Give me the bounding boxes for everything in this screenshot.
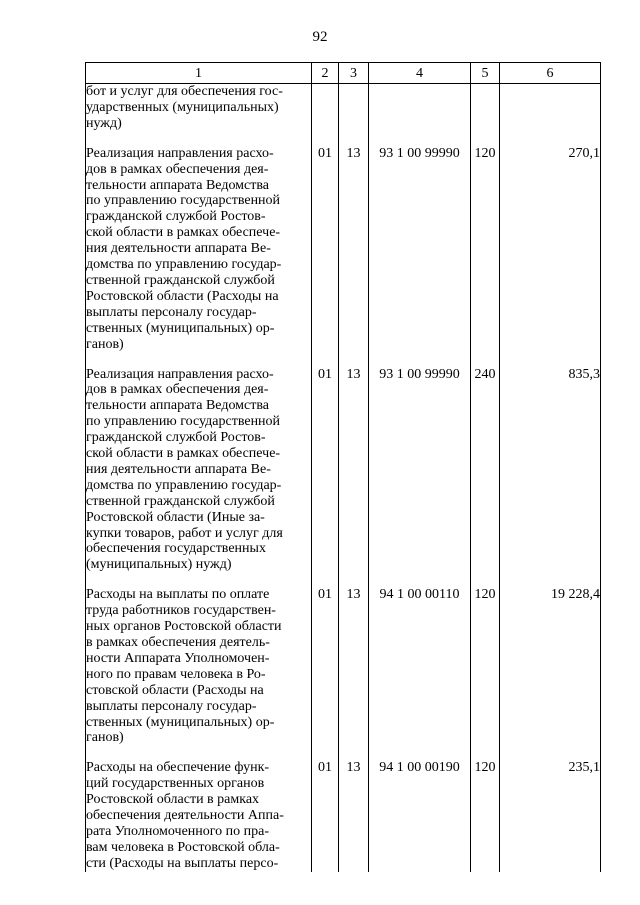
description-line: ской области в рамках обеспече- bbox=[86, 225, 281, 241]
description-line: труда работников государствен- bbox=[86, 603, 276, 619]
section-code: 01 bbox=[312, 746, 339, 871]
description-line: ударственных (муниципальных) bbox=[86, 99, 279, 115]
column-header-4: 4 bbox=[369, 63, 471, 84]
description-line: купки товаров, работ и услуг для bbox=[86, 525, 283, 541]
description-line: ния деятельности аппарата Ве- bbox=[86, 241, 271, 257]
subsection-code: 13 bbox=[339, 746, 369, 871]
description-line: домства по управлению государ- bbox=[86, 257, 282, 273]
description-line: тельности аппарата Ведомства bbox=[86, 177, 270, 193]
amount-value: 19 228,4 bbox=[500, 573, 601, 746]
subsection-code: 13 bbox=[339, 573, 369, 746]
table-row bbox=[86, 84, 601, 132]
description-line: гражданской службой Ростов- bbox=[86, 430, 266, 446]
description-line: дов в рамках обеспечения дея- bbox=[86, 161, 269, 177]
description-line: сти (Расходы на выплаты персо- bbox=[86, 855, 279, 871]
description-line: ственных (муниципальных) ор- bbox=[86, 714, 275, 730]
description-line: Расходы на обеспечение функ- bbox=[86, 760, 270, 776]
description-line: нужд) bbox=[86, 115, 122, 131]
description-line: Ростовской области (Иные за- bbox=[86, 509, 265, 525]
expense-type-code: 120 bbox=[471, 573, 500, 746]
amount-value: 235,1 bbox=[500, 746, 601, 871]
target-item-code: 94 1 00 00190 bbox=[369, 746, 471, 871]
description-line: стовской области (Расходы на bbox=[86, 682, 264, 698]
section-code: 01 bbox=[312, 353, 339, 574]
description-line: ций государственных органов bbox=[86, 776, 265, 792]
expense-type-code bbox=[471, 84, 500, 132]
description-line: ганов) bbox=[86, 730, 124, 746]
description-line: ственной гражданской службой bbox=[86, 272, 275, 288]
description-line: дов в рамках обеспечения дея- bbox=[86, 382, 269, 398]
description-line: ской области в рамках обеспече- bbox=[86, 446, 281, 462]
description-line: домства по управлению государ- bbox=[86, 477, 282, 493]
column-header-2: 2 bbox=[312, 63, 339, 84]
section-code: 01 bbox=[312, 573, 339, 746]
description-line: ганов) bbox=[86, 336, 124, 352]
column-header-5: 5 bbox=[471, 63, 500, 84]
description-line: ственной гражданской службой bbox=[86, 493, 275, 509]
description-line: Расходы на выплаты по оплате bbox=[86, 587, 270, 603]
description-line: Ростовской области (Расходы на bbox=[86, 288, 279, 304]
table-row bbox=[86, 573, 601, 746]
description-line: ных органов Ростовской области bbox=[86, 619, 282, 635]
description-line: вам человека в Ростовской обла- bbox=[86, 839, 280, 855]
amount-value bbox=[500, 84, 601, 132]
expense-description bbox=[86, 573, 312, 746]
description-line: рата Уполномоченного по пра- bbox=[86, 823, 270, 839]
description-line: обеспечения деятельности Аппа- bbox=[86, 808, 284, 824]
description-line: бот и услуг для обеспечения гос- bbox=[86, 84, 283, 99]
expense-description bbox=[86, 746, 312, 871]
page-number: 92 bbox=[312, 29, 328, 45]
target-item-code bbox=[369, 84, 471, 132]
description-line: ности Аппарата Уполномочен- bbox=[86, 650, 270, 666]
description-line: Ростовской области в рамках bbox=[86, 792, 260, 808]
amount-value: 270,1 bbox=[500, 132, 601, 353]
description-line: гражданской службой Ростов- bbox=[86, 209, 266, 225]
column-header-1: 1 bbox=[86, 63, 312, 84]
description-line: в рамках обеспечения деятель- bbox=[86, 635, 270, 650]
table-row bbox=[86, 353, 601, 574]
description-line: ния деятельности аппарата Ве- bbox=[86, 461, 271, 477]
table-body bbox=[86, 84, 601, 872]
subsection-code: 13 bbox=[339, 132, 369, 353]
description-line: (муниципальных) нужд) bbox=[86, 557, 232, 573]
table-header-row bbox=[86, 63, 601, 84]
table-row bbox=[86, 746, 601, 871]
amount-value: 835,3 bbox=[500, 353, 601, 574]
section-code bbox=[312, 84, 339, 132]
description-line: ного по правам человека в Ро- bbox=[86, 666, 266, 682]
description-line: обеспечения государственных bbox=[86, 541, 266, 557]
expense-type-code: 120 bbox=[471, 132, 500, 353]
table-row bbox=[86, 132, 601, 353]
expense-description bbox=[86, 353, 312, 574]
description-line: ственных (муниципальных) ор- bbox=[86, 320, 275, 336]
expense-type-code: 240 bbox=[471, 353, 500, 574]
description-line: выплаты персоналу государ- bbox=[86, 304, 257, 320]
target-item-code: 94 1 00 00110 bbox=[369, 573, 471, 746]
description-line: Реализация направления расхо- bbox=[86, 145, 274, 161]
budget-table bbox=[85, 62, 601, 872]
expense-description bbox=[86, 84, 312, 132]
column-header-6: 6 bbox=[500, 63, 601, 84]
column-header-3: 3 bbox=[339, 63, 369, 84]
subsection-code bbox=[339, 84, 369, 132]
expense-type-code: 120 bbox=[471, 746, 500, 871]
target-item-code: 93 1 00 99990 bbox=[369, 132, 471, 353]
description-line: по управлению государственной bbox=[86, 414, 281, 430]
description-line: Реализация направления расхо- bbox=[86, 366, 274, 382]
description-line: тельности аппарата Ведомства bbox=[86, 398, 270, 414]
section-code: 01 bbox=[312, 132, 339, 353]
subsection-code: 13 bbox=[339, 353, 369, 574]
description-line: по управлению государственной bbox=[86, 193, 281, 209]
expense-description bbox=[86, 132, 312, 353]
description-line: выплаты персоналу государ- bbox=[86, 698, 257, 714]
target-item-code: 93 1 00 99990 bbox=[369, 353, 471, 574]
